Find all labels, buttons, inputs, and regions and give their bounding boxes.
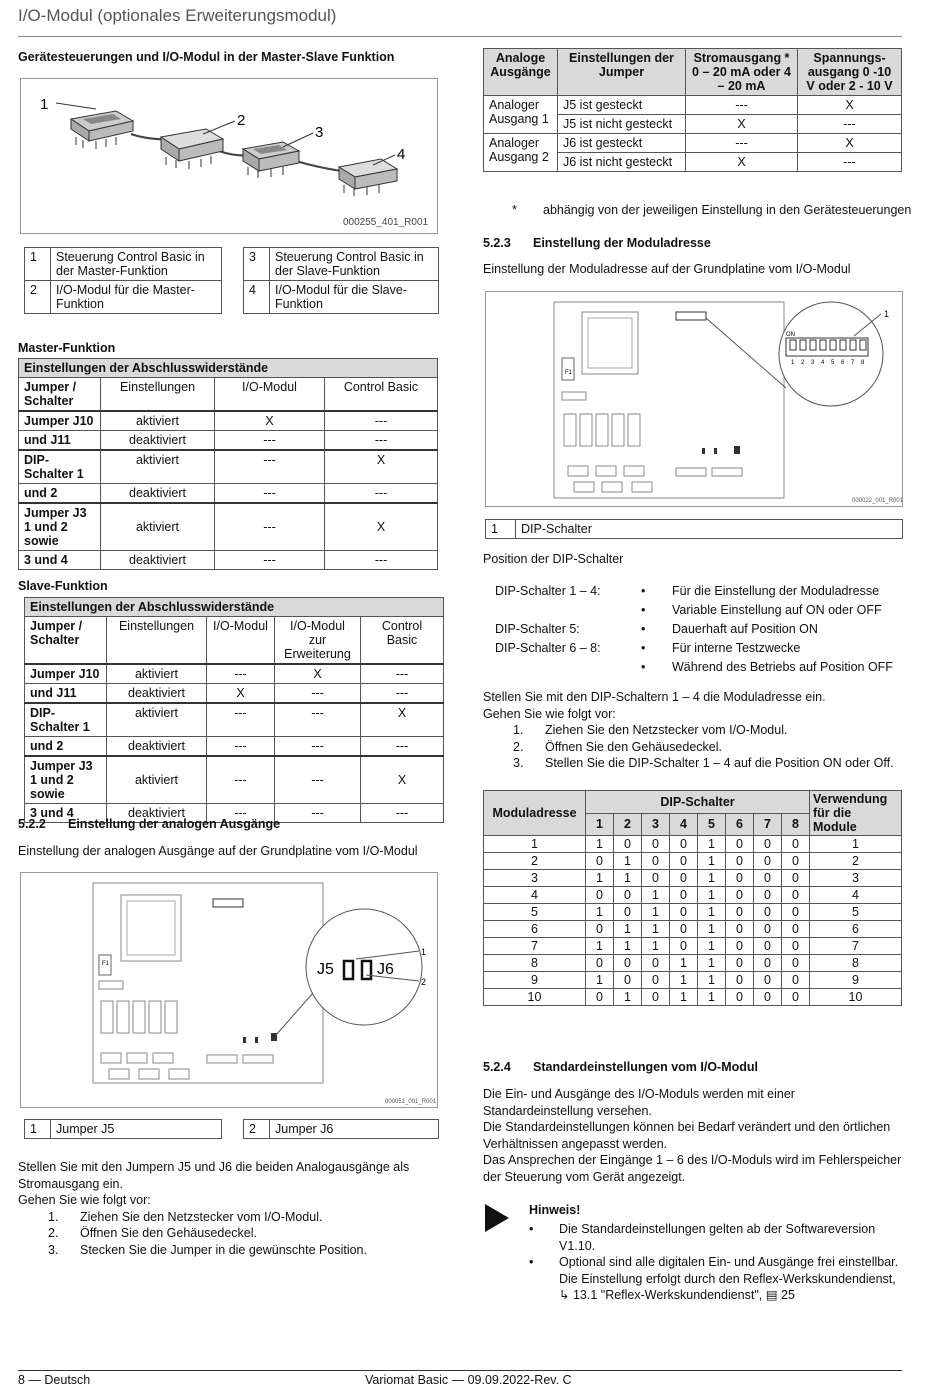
module-1-icon [71, 111, 133, 149]
slave-title: Slave-Funktion [18, 579, 108, 593]
page-header: I/O-Modul (optionales Erweiterungsmodul) [18, 6, 337, 25]
fig2-code: 000051_001_R001 [385, 1099, 437, 1105]
fig1-code: 000255_401_R001 [343, 217, 429, 228]
svg-text:F1: F1 [102, 961, 110, 967]
section-523-title: 5.2.3 Einstellung der Moduladresse [483, 236, 711, 250]
svg-text:5: 5 [831, 360, 835, 366]
page-ref-icon: ▤ [765, 1288, 778, 1302]
hint-title: Hinweis! [529, 1203, 581, 1217]
footnote-text: abhängig von der jeweiligen Einstellung in den Gerätesteuerungen [543, 203, 912, 217]
svg-text:2: 2 [421, 977, 427, 987]
slave-table: Einstellungen der Abschlusswiderstände Jumper / Schalter Einstellungen I/O-Modul I/O-Modul zur Erweiterung Control Basic Jumper J10 aktiviert --- X --- und J11 deaktiviert X --- --- DIP-Schalter 1 aktiviert --- --- X und 2 deaktiviert --- --- --- Jumper J3 1 und 2 sowie aktiviert --- --- X 3 und 4 deaktiviert --- --- --- [24, 597, 444, 823]
dip-col-header: 5 [698, 813, 726, 836]
legend2-left: 1 Jumper J5 [24, 1119, 222, 1139]
section-title-master-slave: Gerätesteuerungen und I/O-Modul in der Master-Slave Funktion [18, 50, 395, 64]
footer-center: Variomat Basic — 09.09.2022-Rev. C [365, 1373, 572, 1387]
svg-text:7: 7 [851, 360, 855, 366]
analog-instructions: Stellen Sie mit den Jumpern J5 und J6 die beiden Analogausgänge als Stromausgang ein. Gehen Sie wie folgt vor: 1. Ziehen Sie den Netzstecker vom I/O-Modul. 2. Öffnen Sie den Gehäusedeckel. 3. Stecken Sie die Jumper in die gewünschte Position. [18, 1160, 410, 1257]
footnote-mark: * [512, 203, 517, 217]
dip-col-header: 6 [726, 813, 754, 836]
svg-text:ON: ON [786, 332, 795, 338]
master-slave-illustration [21, 79, 439, 235]
fig2-j6-label: J6 [377, 961, 394, 978]
master-title: Master-Funktion [18, 341, 116, 355]
dip-table-row: 2 0 1 0 0 1 0 0 0 2 [484, 853, 902, 870]
fig3-code: 000022_001_R001 [852, 498, 904, 504]
section-522-title: 5.2.2 Einstellung der analogen Ausgänge [18, 817, 281, 831]
footer-left: 8 — Deutsch [18, 1373, 91, 1387]
dip-position-title: Position der DIP-Schalter [483, 552, 624, 566]
dip-table-row: 7 1 1 1 0 1 0 0 0 7 [484, 938, 902, 955]
legend1-left: 1 Steuerung Control Basic in der Master-Funktion 2 I/O-Modul für die Master-Funktion [24, 247, 222, 314]
fig1-label-4: 4 [397, 146, 406, 163]
fig2-j5-label: J5 [317, 961, 334, 978]
analog-board-illustration [21, 873, 439, 1109]
analog-output-table: Analoge Ausgänge Einstellungen der Jumper Stromausgang * 0 – 20 mA oder 4 – 20 mA Spannungs-ausgang 0 -10 V oder 2 - 10 V Analoger Ausgang 1 J5 ist gesteckt --- X J5 ist nicht gesteckt X --- Analoger Ausgang 2 J6 ist gesteckt --- X J6 ist nicht gesteckt X --- [483, 48, 902, 172]
section-522-intro: Einstellung der analogen Ausgänge auf der Grundplatine vom I/O-Modul [18, 844, 418, 858]
dip-table-row: 5 1 0 1 0 1 0 0 0 5 [484, 904, 902, 921]
dip-table-row: 3 1 1 0 0 1 0 0 0 3 [484, 870, 902, 887]
hint-arrow-icon [485, 1204, 511, 1232]
fig1-label-3: 3 [315, 124, 324, 141]
svg-text:4: 4 [821, 360, 825, 366]
module-4-icon [339, 159, 397, 196]
section-524-title: 5.2.4 Standardeinstellungen vom I/O-Modul [483, 1060, 759, 1074]
legend3: 1 DIP-Schalter [485, 519, 903, 539]
dip-table-row: 8 0 0 0 1 1 0 0 0 8 [484, 955, 902, 972]
dip-instructions: Stellen Sie mit den DIP-Schaltern 1 – 4 die Moduladresse ein. Gehen Sie wie folgt vor: 1. Ziehen Sie den Netzstecker vom I/O-Modul. 2. Öffnen Sie den Gehäusedeckel. 3. Stellen Sie die DIP-Schalter 1 – 4 auf die Position ON oder Off. [483, 690, 894, 770]
module-3-icon [243, 142, 299, 178]
dip-table-row: 4 0 0 1 0 1 0 0 0 4 [484, 887, 902, 904]
section-523-intro: Einstellung der Moduladresse auf der Grundplatine vom I/O-Modul [483, 262, 851, 276]
dip-board-figure [485, 291, 903, 507]
dip-position-list: DIP-Schalter 1 – 4: • Für die Einstellung der Moduladresse • Variable Einstellung auf ON oder OFF DIP-Schalter 5: • Dauerhaft auf Position ON DIP-Schalter 6 – 8: • Für interne Testzwecke • Während des Betriebs auf Position OFF [495, 584, 893, 674]
hint-list: • Die Standardeinstellungen gelten ab der Softwareversion V1.10. • Optional sind alle digitalen Ein- und Ausgänge frei einstellbar. Die Einstellung erfolgt durch den Reflex-Werkskundendienst, ↳ 13.1 "Reflex-Werkskundendienst", ▤ 25 [529, 1222, 899, 1302]
dip-table-row: 9 1 0 0 1 1 0 0 0 9 [484, 972, 902, 989]
legend1-right: 3 Steuerung Control Basic in der Slave-Funktion 4 I/O-Modul für die Slave-Funktion [243, 247, 439, 314]
svg-text:1: 1 [791, 360, 795, 366]
svg-text:3: 3 [811, 360, 815, 366]
svg-text:F1: F1 [565, 370, 573, 376]
dip-board-illustration [486, 292, 904, 508]
legend2-right: 2 Jumper J6 [243, 1119, 439, 1139]
dip-address-table: Moduladresse DIP-Schalter Verwendung für die Module 1 2 3 4 5 6 7 8 1 1 0 0 0 1 0 0 0 1 2 0 1 0 0 1 0 0 0 2 3 1 1 0 0 1 0 0 0 3 4 0 0 1 0 1 0 0 0 4 5 1 0 1 0 1 0 0 0 5 6 0 1 1 0 1 0 0 0 6 7 1 1 1 0 1 0 0 0 7 8 0 0 0 1 1 0 0 0 8 9 1 0 0 1 1 0 0 0 9 10 0 1 0 1 1 0 0 0 10 [483, 790, 902, 1006]
dip-col-header: 8 [782, 813, 810, 836]
dip-table-row: 10 0 1 0 1 1 0 0 0 10 [484, 989, 902, 1006]
header-rule [18, 36, 902, 37]
footer-rule [18, 1370, 902, 1371]
analog-board-figure [20, 872, 438, 1108]
master-table: Einstellungen der Abschlusswiderstände Jumper / Schalter Einstellungen I/O-Modul Control Basic Jumper J10 aktiviert X --- und J11 deaktiviert --- --- DIP-Schalter 1 aktiviert --- X und 2 deaktiviert --- --- Jumper J3 1 und 2 sowie aktiviert --- X 3 und 4 deaktiviert --- --- [18, 358, 438, 570]
dip-col-header: 2 [614, 813, 642, 836]
fig1-label-2: 2 [237, 112, 246, 129]
svg-text:8: 8 [861, 360, 865, 366]
svg-text:1: 1 [421, 947, 427, 957]
dip-table-row: 1 1 0 0 0 1 0 0 0 1 [484, 836, 902, 853]
link-arrow-icon: ↳ [559, 1288, 570, 1302]
master-slave-figure [20, 78, 438, 234]
svg-text:2: 2 [801, 360, 805, 366]
svg-text:1: 1 [884, 309, 890, 319]
module-2-icon [161, 129, 223, 169]
dip-table-row: 6 0 1 1 0 1 0 0 0 6 [484, 921, 902, 938]
dip-col-header: 3 [642, 813, 670, 836]
dip-col-header: 7 [754, 813, 782, 836]
dip-col-header: 4 [670, 813, 698, 836]
svg-text:6: 6 [841, 360, 845, 366]
dip-col-header: 1 [586, 813, 614, 836]
section-524-text: Die Ein- und Ausgänge des I/O-Moduls werden mit einer Standardeinstellung versehen. Die Standardeinstellungen können bei Bedarf verändert und den örtlichen Verhältnissen angepasst werden. Das Ansprechen der Eingänge 1 – 6 des I/O-Moduls wird im Fehlerspeicher der Steuerung vom Gerät angezeigt. [483, 1087, 902, 1184]
fig1-label-1: 1 [40, 96, 49, 113]
